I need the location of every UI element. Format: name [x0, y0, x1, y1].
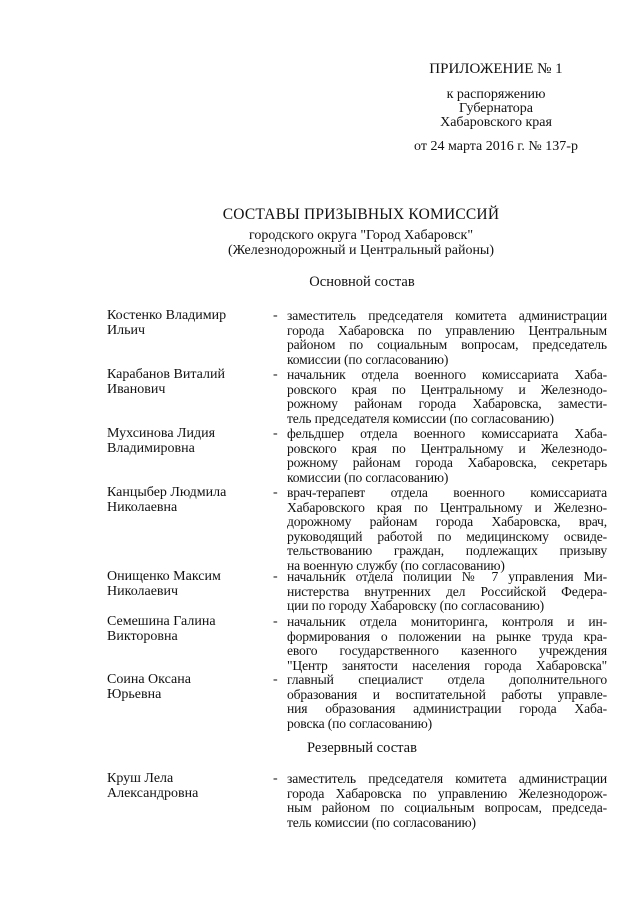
member-description [287, 673, 607, 731]
description-line: врач-терапевт отдела военного комиссариата [287, 485, 607, 500]
description-line: ния образования администрации города Хаба- [287, 701, 607, 716]
description-line: руководящий работой по медицинскому освиде- [287, 528, 607, 544]
description-line: города Хабаровска по управлению Центральным [287, 322, 607, 338]
member-dash: - [273, 614, 278, 629]
description-line: "Центр занятости населения города Хабаровска" [287, 657, 607, 673]
section-title-main-text: Основной состав [309, 274, 415, 290]
member-description [287, 486, 607, 573]
document-title-block [0, 206, 640, 258]
member-surname-name: Мухсинова Лидия [107, 426, 216, 441]
description-line: фельдшер отдела военного комиссариата Хаба- [287, 426, 607, 441]
document-subtitle: (Железнодорожный и Центральный районы) [228, 243, 494, 258]
member-dash: - [273, 485, 278, 500]
description-line: нистерства внутренних дел Российской Федера- [287, 583, 607, 599]
member-surname-name: Канцыбер Людмила [107, 485, 227, 500]
member-dash: - [273, 569, 278, 584]
member-name [107, 368, 257, 397]
description-line: заместитель председателя комитета администрации [287, 771, 607, 786]
description-line: тель председателя комиссии (по согласованию) [287, 410, 554, 426]
member-description [287, 309, 607, 367]
description-line: начальник отдела полиции № 7 управления Ми- [287, 569, 607, 584]
section-title-main [0, 274, 640, 290]
member-description [287, 772, 607, 830]
member-name [107, 772, 257, 801]
member-dash: - [273, 308, 278, 323]
member-dash: - [273, 672, 278, 687]
member-name [107, 570, 257, 599]
description-line: рожному районам города Хабаровска, замести- [287, 396, 607, 411]
member-patronymic: Викторовна [107, 628, 178, 644]
member-patronymic: Иванович [107, 381, 166, 397]
member-dash: - [273, 367, 278, 382]
member-patronymic: Владимировна [107, 440, 195, 456]
document-subtitle: городского округа "Город Хабаровск" [248, 228, 474, 243]
member-surname-name: Онищенко Максим [107, 569, 221, 584]
member-description [287, 427, 607, 485]
description-line: города Хабаровска по управлению Железнодорож- [287, 785, 607, 801]
appendix-line: Губернатора [458, 101, 534, 116]
member-name [107, 486, 257, 515]
member-name [107, 673, 257, 702]
description-line: ции по городу Хабаровску (по согласованию) [287, 598, 544, 613]
description-line: ровска (по согласованию) [287, 715, 433, 731]
appendix-date: от 24 марта 2016 г. № 137-р [414, 139, 578, 154]
description-line: районом по социальным вопросам, председатель [287, 337, 607, 352]
member-name [107, 615, 257, 644]
member-surname-name: Семешина Галина [107, 614, 216, 629]
description-line: ровского края по Центральному и Железнодо- [287, 440, 607, 456]
document-title: СОСТАВЫ ПРИЗЫВНЫХ КОМИССИЙ [222, 206, 500, 223]
description-line: ровского края по Центральному и Железнодо- [287, 381, 607, 397]
member-description [287, 615, 607, 673]
member-dash: - [273, 426, 278, 441]
member-description [287, 570, 607, 614]
description-line: главный специалист отдела дополнительного [287, 672, 607, 687]
appendix-header [396, 60, 596, 154]
member-patronymic: Юрьевна [107, 686, 162, 702]
description-line: евого государственного казенного учреждения [287, 643, 607, 658]
member-surname-name: Карабанов Виталий [107, 367, 225, 382]
description-line: на военную службу (по согласованию) [287, 557, 505, 573]
member-patronymic: Ильич [107, 322, 146, 338]
appendix-line: к распоряжению [446, 87, 546, 102]
description-line: начальник отдела мониторинга, контроля и ин- [287, 614, 607, 629]
member-surname-name: Соина Оксана [107, 672, 191, 687]
member-name [107, 427, 257, 456]
description-line: комиссии (по согласованию) [287, 469, 449, 485]
description-line: образования и воспитательной работы управле- [287, 686, 607, 702]
member-name [107, 309, 257, 338]
description-line: формирования о положении на рынке труда кра- [287, 628, 607, 644]
appendix-title: ПРИЛОЖЕНИЕ № 1 [429, 61, 563, 77]
description-line: тель комиссии (по согласованию) [287, 814, 476, 830]
description-line: ным районом по социальным вопросам, председа- [287, 800, 607, 815]
member-description [287, 368, 607, 426]
description-line: начальник отдела военного комиссариата Хаба- [287, 367, 607, 382]
member-patronymic: Александровна [107, 785, 199, 801]
description-line: Хабаровского края по Центральному и Железно- [287, 499, 607, 515]
description-line: рожному районам города Хабаровска, секретарь [287, 455, 607, 470]
member-surname-name: Круш Лела [107, 771, 174, 786]
member-surname-name: Костенко Владимир [107, 308, 227, 323]
description-line: комиссии (по согласованию) [287, 351, 449, 367]
appendix-line: Хабаровского края [440, 115, 552, 130]
description-line: тельствованию граждан, подлежащих призыву [287, 543, 607, 558]
section-title-reserve [0, 740, 640, 756]
section-title-reserve-text: Резервный состав [307, 740, 417, 756]
description-line: дорожному районам города Хабаровска, врач, [287, 514, 607, 529]
member-dash: - [273, 771, 278, 786]
description-line: заместитель председателя комитета администрации [287, 308, 607, 323]
member-patronymic: Николаевна [107, 499, 178, 515]
member-patronymic: Николаевич [107, 583, 179, 599]
